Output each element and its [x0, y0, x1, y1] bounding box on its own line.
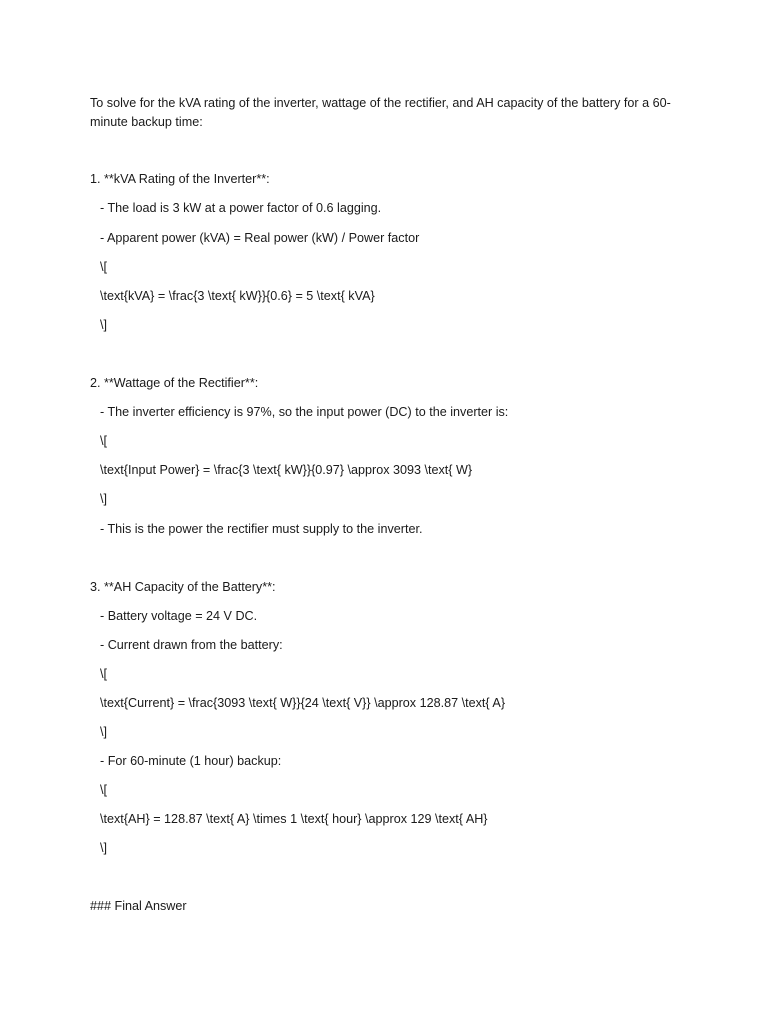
section-3-math-open-2: \[ [100, 783, 107, 797]
final-answer-heading: ### Final Answer [90, 899, 187, 913]
section-3-formula-1: \text{Current} = \frac{3093 \text{ W}}{24 \text{ V}} \approx 128.87 \text{ A} [100, 696, 506, 710]
section-3-formula-2: \text{AH} = 128.87 \text{ A} \times 1 \text{ hour} \approx 129 \text{ AH} [100, 812, 488, 826]
section-1-line-1: - The load is 3 kW at a power factor of 0.6 lagging. [100, 201, 382, 215]
section-3-math-close-2: \] [100, 841, 107, 855]
section-1-formula: \text{kVA} = \frac{3 \text{ kW}}{0.6} = 5 \text{ kVA} [100, 289, 375, 303]
section-2-formula: \text{Input Power} = \frac{3 \text{ kW}}{0.97} \approx 3093 \text{ W} [100, 463, 473, 477]
section-2-heading: 2. **Wattage of the Rectifier**: [90, 376, 259, 390]
section-3-math-open-1: \[ [100, 667, 107, 681]
section-3-line-1: - Battery voltage = 24 V DC. [100, 609, 258, 623]
section-2-line-1: - The inverter efficiency is 97%, so the input power (DC) to the inverter is: [100, 405, 509, 419]
section-1-line-2: - Apparent power (kVA) = Real power (kW) / Power factor [100, 231, 420, 245]
section-1-math-close: \] [100, 318, 107, 332]
section-2-math-close: \] [100, 492, 107, 506]
section-3-math-close-1: \] [100, 725, 107, 739]
section-3-line-2: - Current drawn from the battery: [100, 638, 283, 652]
intro-paragraph: To solve for the kVA rating of the inverter, wattage of the rectifier, and AH capacity of the battery for a 60-minute backup time: [90, 96, 671, 129]
section-2-math-open: \[ [100, 434, 107, 448]
section-3-line-3: - For 60-minute (1 hour) backup: [100, 754, 282, 768]
section-1-math-open: \[ [100, 260, 107, 274]
section-3-heading: 3. **AH Capacity of the Battery**: [90, 580, 276, 594]
section-2-line-2: - This is the power the rectifier must supply to the inverter. [100, 522, 423, 536]
section-1-heading: 1. **kVA Rating of the Inverter**: [90, 172, 270, 186]
